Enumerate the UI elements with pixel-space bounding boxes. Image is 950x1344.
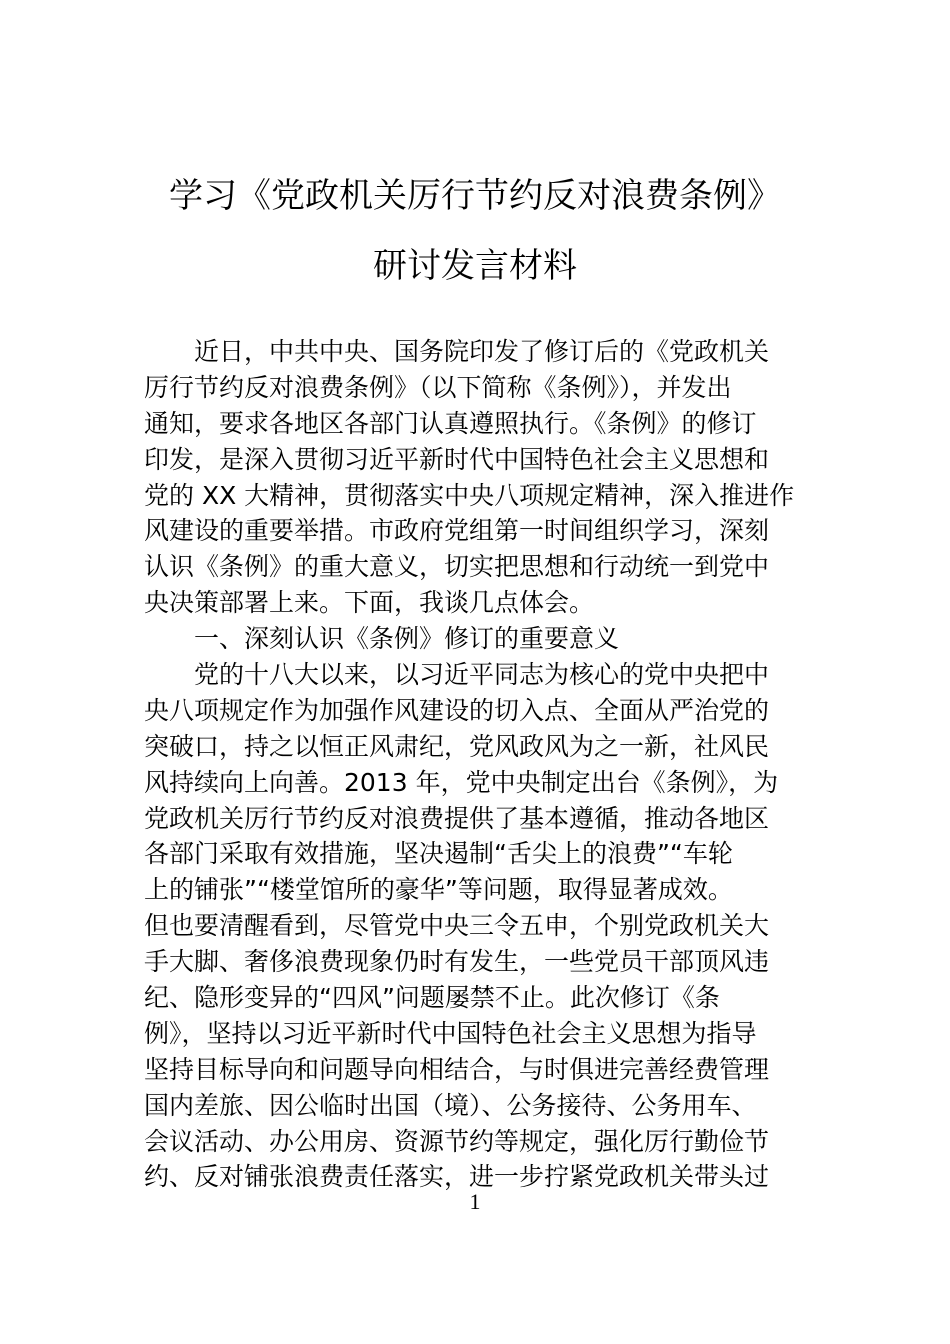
paragraph-line: 上的铺张”“楼堂馆所的豪华”等问题，取得显著成效。: [144, 875, 733, 905]
paragraph-line: 通知，要求各地区各部门认真遵照执行。《条例》的修订: [144, 408, 757, 438]
paragraph-line: 党的 XX 大精神，贯彻落实中央八项规定精神，深入推进作: [144, 480, 795, 510]
paragraph-line: 但也要清醒看到，尽管党中央三令五申，个别党政机关大: [144, 911, 770, 941]
paragraph-line: 认识《条例》的重大意义，切实把思想和行动统一到党中: [144, 552, 770, 582]
paragraph-line: 党的十八大以来，以习近平同志为核心的党中央把中: [194, 660, 770, 690]
paragraph-line: 各部门采取有效措施，坚决遏制“舌尖上的浪费”“车轮: [144, 839, 733, 869]
paragraph-line: 风建设的重要举措。市政府党组第一时间组织学习，深刻: [144, 516, 770, 546]
paragraph-line: 约、反对铺张浪费责任落实，进一步拧紧党政机关带头过: [144, 1162, 770, 1192]
paragraph-line: 厉行节约反对浪费条例》（以下简称《条例》），并发出: [144, 372, 732, 402]
paragraph-line: 突破口，持之以恒正风肃纪，党风政风为之一新，社风民: [144, 731, 770, 761]
section-heading: 一、深刻认识《条例》修订的重要意义: [194, 624, 620, 654]
paragraph-line: 坚持目标导向和问题导向相结合，与时俱进完善经费管理: [144, 1054, 770, 1084]
paragraph-line: 手大脚、奢侈浪费现象仍时有发生，一些党员干部顶风违: [144, 947, 770, 977]
paragraph-line: 近日，中共中央、国务院印发了修订后的《党政机关: [194, 337, 770, 366]
paragraph-line: 央八项规定作为加强作风建设的切入点、全面从严治党的: [144, 695, 770, 725]
document-title-line-2: 研讨发言材料: [373, 246, 577, 286]
paragraph-line: 纪、隐形变异的“四风”问题屡禁不止。此次修订《条: [144, 983, 720, 1013]
paragraph-line: 国内差旅、因公临时出国（境）、公务接待、公务用车、: [144, 1090, 757, 1120]
paragraph-line: 会议活动、办公用房、资源节约等规定，强化厉行勤俭节: [144, 1126, 770, 1156]
paragraph-line: 例》，坚持以习近平新时代中国特色社会主义思想为指导: [144, 1018, 757, 1048]
paragraph-line: 央决策部署上来。下面，我谈几点体会。: [144, 588, 595, 618]
paragraph-line: 党政机关厉行节约反对浪费提供了基本遵循，推动各地区: [144, 803, 770, 833]
document-body: [144, 334, 808, 1195]
paragraph-line: 印发，是深入贯彻习近平新时代中国特色社会主义思想和: [144, 444, 770, 474]
page-number: 1: [469, 1189, 481, 1214]
document-title-line-1: 学习《党政机关厉行节约反对浪费条例》: [169, 176, 781, 216]
paragraph-line: 风持续向上向善。2013 年，党中央制定出台《条例》，为: [144, 767, 779, 797]
